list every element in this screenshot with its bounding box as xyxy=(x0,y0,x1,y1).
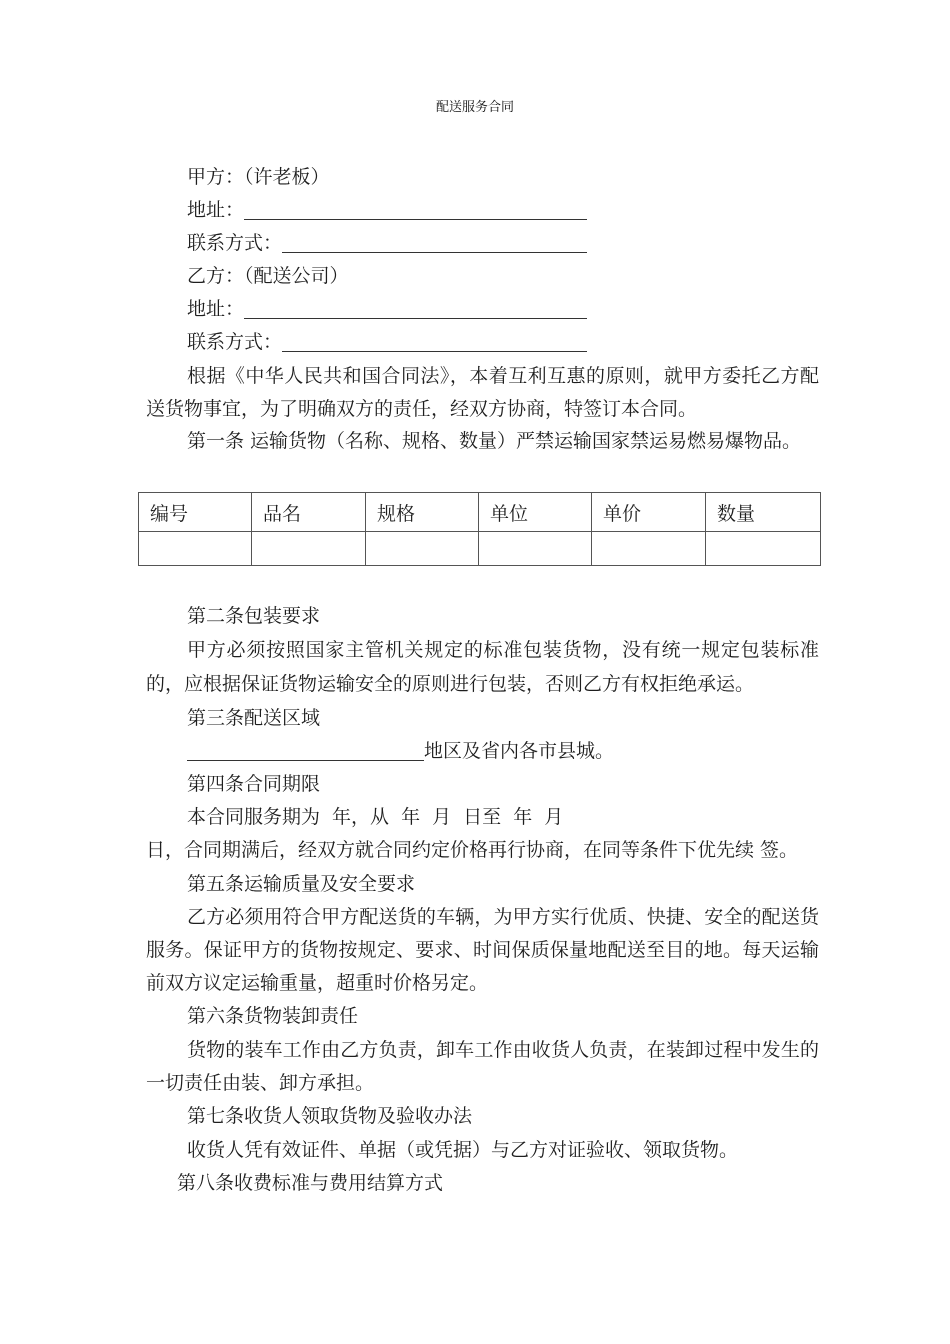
preamble-line: 送货物事宜，为了明确双方的责任，经双方协商，特签订本合同。 xyxy=(146,398,698,420)
party-b-contact-label: 联系方式： xyxy=(187,331,283,353)
party-b-address-blank xyxy=(244,300,587,319)
article-5-line: 前双方议定运输重量，超重时价格另定。 xyxy=(146,972,489,994)
article-3-region-row xyxy=(187,739,614,763)
article-2-line: 的，应根据保证货物运输安全的原则进行包装，否则乙方有权拒绝承运。 xyxy=(146,673,755,695)
article-5-line: 乙方必须用符合甲方配送货的车辆，为甲方实行优质、快捷、安全的配送货 xyxy=(187,906,819,928)
table-header-cell: 单位 xyxy=(479,493,592,532)
party-a-contact-label: 联系方式： xyxy=(187,232,283,254)
article-6-heading: 第六条货物装卸责任 xyxy=(187,1005,359,1027)
article-6-line: 一切责任由装、卸方承担。 xyxy=(146,1072,375,1094)
table-cell xyxy=(479,532,592,566)
party-b-address-row xyxy=(187,297,587,321)
article-7-heading: 第七条收货人领取货物及验收办法 xyxy=(187,1105,473,1127)
preamble-line: 根据《中华人民共和国合同法》，本着互利互惠的原则，就甲方委托乙方配 xyxy=(187,365,819,387)
goods-table xyxy=(138,492,821,566)
party-b-contact-row xyxy=(187,330,587,354)
region-blank xyxy=(187,742,424,761)
table-header-row xyxy=(139,493,821,532)
party-a-contact-blank xyxy=(282,234,587,253)
article-5-heading: 第五条运输质量及安全要求 xyxy=(187,873,416,895)
article-5-line: 服务。保证甲方的货物按规定、要求、时间保质保量地配送至目的地。每天运输 xyxy=(146,939,819,961)
article-8-heading: 第八条收费标准与费用结算方式 xyxy=(177,1172,444,1194)
article-7-line: 收货人凭有效证件、单据（或凭据）与乙方对证验收、领取货物。 xyxy=(187,1139,739,1161)
table-cell xyxy=(592,532,706,566)
party-b-name: 乙方：（配送公司） xyxy=(187,265,349,287)
table-header-cell: 规格 xyxy=(366,493,479,532)
party-b-address-label: 地址： xyxy=(187,298,245,320)
table-cell xyxy=(252,532,366,566)
article-3-line: 地区及省内各市县城。 xyxy=(424,740,615,762)
article-3-heading: 第三条配送区域 xyxy=(187,707,321,729)
document-title: 配送服务合同 xyxy=(435,100,514,115)
article-1-heading: 第一条 运输货物（名称、规格、数量）严禁运输国家禁运易燃易爆物品。 xyxy=(187,430,802,452)
article-4-line: 日，合同期满后，经双方就合同约定价格再行协商，在同等条件下优先续 签。 xyxy=(146,839,799,861)
table-cell xyxy=(706,532,821,566)
article-6-line: 货物的装车工作由乙方负责，卸车工作由收货人负责，在装卸过程中发生的 xyxy=(187,1039,819,1061)
article-4-heading: 第四条合同期限 xyxy=(187,773,321,795)
party-a-contact-row xyxy=(187,231,587,255)
table-header-cell: 单价 xyxy=(592,493,706,532)
party-a-name: 甲方：（许老板） xyxy=(187,166,330,188)
party-a-address-label: 地址： xyxy=(187,199,245,221)
party-a-address-blank xyxy=(244,201,587,220)
table-header-cell: 数量 xyxy=(706,493,821,532)
table-cell xyxy=(139,532,252,566)
article-4-line: 本合同服务期为 年，从 年 月 日至 年 月 xyxy=(187,806,564,828)
party-a-address-row xyxy=(187,198,587,222)
article-2-line: 甲方必须按照国家主管机关规定的标准包装货物，没有统一规定包装标准 xyxy=(187,639,819,661)
party-b-contact-blank xyxy=(282,333,587,352)
table-row xyxy=(139,532,821,566)
table-cell xyxy=(366,532,479,566)
table-header-cell: 品名 xyxy=(252,493,366,532)
article-2-heading: 第二条包装要求 xyxy=(187,605,321,627)
table-header-cell: 编号 xyxy=(139,493,252,532)
